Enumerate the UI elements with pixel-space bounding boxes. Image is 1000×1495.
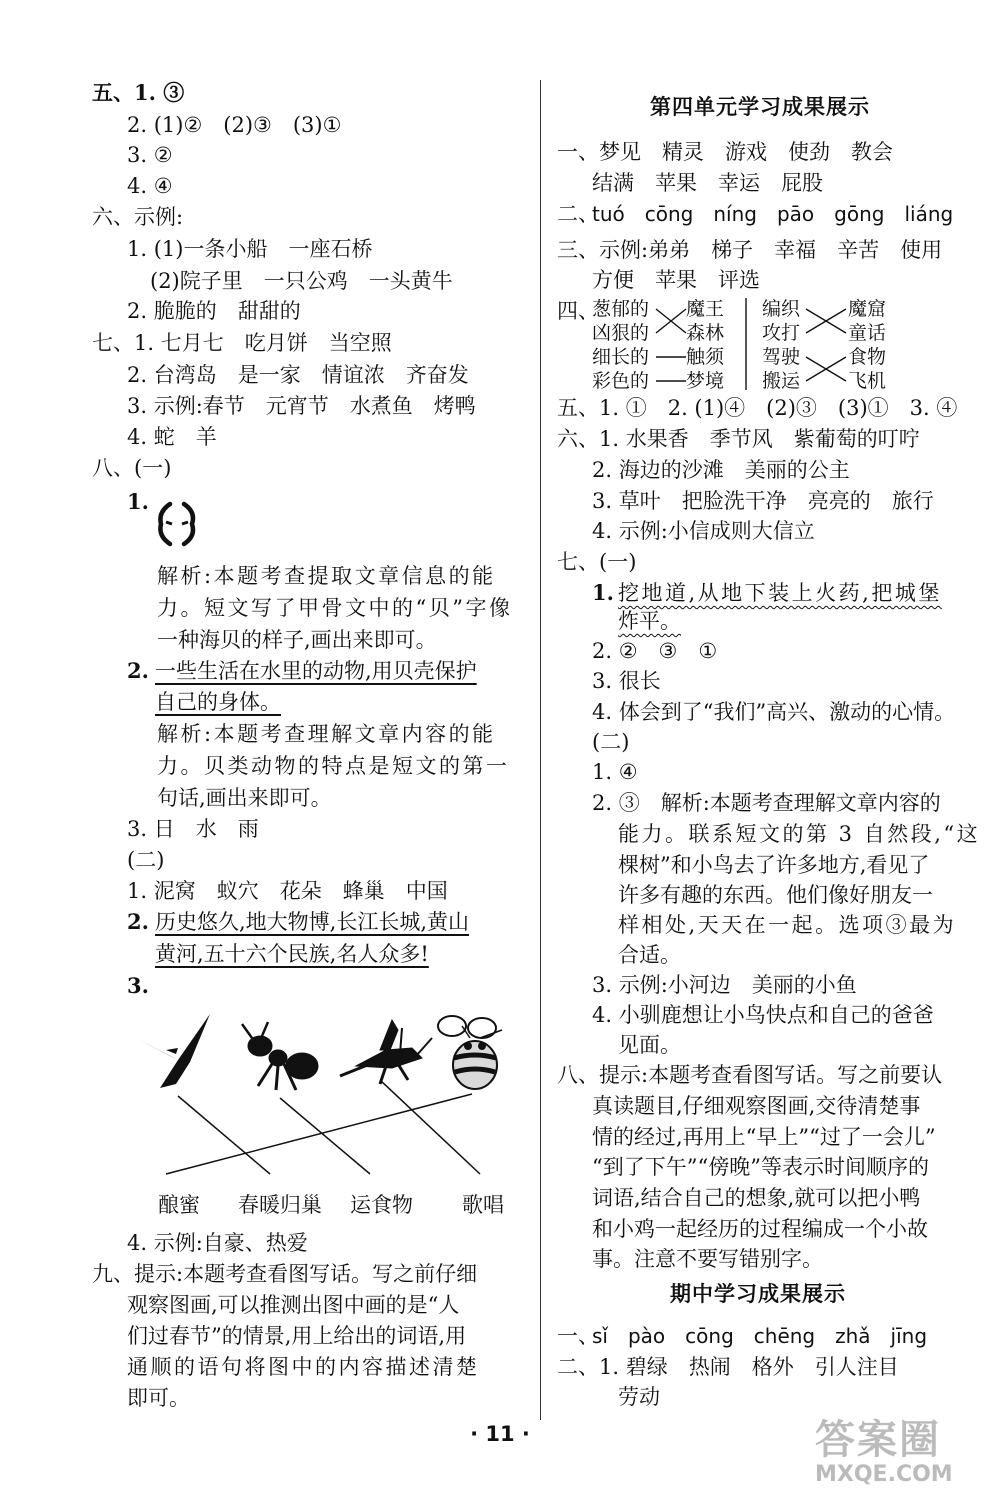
r2-pinyin: tuó cōng níng pāo gōng liáng [592, 202, 954, 226]
r7b-2-line1: 2. ③ 解析:本题考查理解文章内容的 [592, 791, 941, 815]
r4-right-b-3: 食物 [848, 346, 887, 368]
animal-label-4: 歌唱 [462, 1193, 504, 1217]
r7b-4-line1: 4. 小驯鹿想让小鸟快点和自己的爸爸 [592, 1003, 934, 1027]
s8-p3: 3. [127, 973, 149, 998]
s5-q2: 2. (1)② (2)③ (3)① [127, 113, 342, 137]
r7b-2-line4: 许多有趣的东西。他们像好朋友一 [618, 883, 933, 907]
r7-2: 2. ② ③ ① [592, 639, 718, 663]
s8-q1-analysis-1: 解析:本题考查提取文章信息的能 [157, 564, 496, 588]
r4-left-a-3: 细长的 [592, 346, 650, 368]
m2-line1: 二、1. 碧绿 热闹 格外 引人注目 [557, 1355, 899, 1379]
r8-line7: 事。注意不要写错别字。 [592, 1247, 823, 1271]
r3-line1: 三、示例:弟弟 梯子 幸福 辛苦 使用 [557, 238, 943, 262]
s8-q2-line2: 自己的身体。 [155, 690, 281, 714]
r7b-2-line5: 样相处,天天在一起。选项③最为 [618, 913, 957, 937]
r6-line2: 2. 海边的沙滩 美丽的公主 [592, 458, 850, 482]
ant-icon [242, 1022, 318, 1090]
s8-p2-number: 2. [127, 909, 149, 934]
r7-1-line2: 炸平。 [618, 609, 681, 633]
watermark-logo [815, 1418, 953, 1488]
r4-right-a-3: 驾驶 [762, 346, 801, 368]
s9-line2: 观察图画,可以推测出图中画的是“人 [127, 1293, 460, 1317]
animal-label-3: 运食物 [350, 1193, 413, 1217]
r6-line4: 4. 示例:小信成则大信立 [592, 519, 815, 543]
r4-right-a-4: 搬运 [762, 370, 801, 392]
column-divider [540, 80, 541, 1420]
animal-label-2: 春暖归巢 [238, 1193, 322, 1217]
r3-line2: 方便 苹果 评选 [592, 268, 760, 292]
r4-left-a-2: 凶狠的 [592, 322, 650, 344]
s8-q3: 3. 日 水 雨 [127, 817, 259, 841]
s7-q3: 3. 示例:春节 元宵节 水煮鱼 烤鸭 [127, 394, 476, 418]
match-line-1 [178, 1096, 270, 1174]
s7-q2: 2. 台湾岛 是一家 情谊浓 齐奋发 [127, 363, 469, 387]
r7-3: 3. 很长 [592, 669, 661, 693]
r4-left-b-1: 魔王 [686, 298, 725, 320]
r6-line3: 3. 草叶 把脸洗干净 亮亮的 旅行 [592, 489, 934, 513]
r7-1-line1: 挖地道,从地下装上火药,把城堡 [618, 581, 942, 605]
match-line-3 [380, 1080, 480, 1174]
r7-sub2: (二) [592, 730, 630, 754]
s8-sub2: (二) [127, 848, 165, 872]
unit4-title: 第四单元学习成果展示 [650, 94, 870, 119]
r4-matching-lines [650, 296, 900, 396]
s8-p1: 1. 泥窝 蚁穴 花朵 蜂巢 中国 [127, 879, 448, 903]
r1-line1: 一、梦见 精灵 游戏 使劲 教会 [557, 140, 893, 164]
r6-line1: 六、1. 水果香 季节风 紫葡萄的叮咛 [557, 427, 920, 451]
s6-q1b: (2)院子里 一只公鸡 一头黄牛 [150, 269, 453, 293]
r7-1-number: 1. [592, 580, 614, 605]
m2-line2: 劳动 [618, 1385, 660, 1409]
s8-q2-analysis-2: 力。贝类动物的特点是短文的第一 [157, 754, 510, 778]
s6-q2: 2. 脆脆的 甜甜的 [127, 299, 301, 323]
r7b-1: 1. ④ [592, 760, 638, 784]
r4-left-b-3: 触须 [686, 346, 725, 368]
s8-q2-line1: 一些生活在水里的动物,用贝壳保护 [155, 659, 477, 683]
r4-right-b-1: 魔窟 [848, 298, 887, 320]
s9-line1: 九、提示:本题考查看图写话。写之前仔细 [92, 1262, 478, 1286]
r7b-2-line6: 合适。 [618, 943, 681, 967]
match-line-4 [166, 1094, 472, 1174]
r7b-2-line3: 棵树”和小鸟去了许多地方,看见了 [618, 853, 930, 877]
s5-q3: 3. ② [127, 143, 173, 167]
s6-q1a: 1. (1)一条小船 一座石桥 [127, 237, 373, 261]
r7-4: 4. 体会到了“我们”高兴、激动的心情。 [592, 700, 956, 724]
midterm-title: 期中学习成果展示 [670, 1281, 846, 1306]
r8-line1: 八、提示:本题考查看图写话。写之前要认 [557, 1063, 943, 1087]
page-number: · 11 · [470, 1422, 530, 1446]
s8-head: 八、(一) [92, 456, 172, 480]
r7b-3: 3. 示例:小河边 美丽的小鱼 [592, 973, 857, 997]
watermark-url: MXQE.COM [815, 1462, 953, 1487]
s9-line5: 即可。 [127, 1386, 190, 1410]
s8-q1-analysis-3: 一种海贝的样子,画出来即可。 [157, 628, 437, 652]
s8-p2-line1: 历史悠久,地大物博,长江长城,黄山 [155, 910, 470, 934]
s8-q2-analysis-3: 句话,画出来即可。 [157, 786, 332, 810]
grasshopper-icon [340, 1020, 432, 1084]
r8-line3: 情的经过,再用上“早上”“过了一会儿” [592, 1125, 936, 1149]
r7b-2-line2: 能力。联系短文的第 3 自然段,“这 [618, 822, 981, 846]
s5-q4: 4. ④ [127, 174, 173, 198]
r4-left-b-4: 梦境 [686, 370, 725, 392]
animal-matching-picture [130, 1010, 530, 1190]
s8-q1: 1. [127, 489, 149, 514]
r4-label: 四、 [557, 299, 599, 323]
s8-p2-line2: 黄河,五十六个民族,名人众多! [155, 942, 429, 966]
r4-right-b-2: 童话 [848, 322, 887, 344]
r4-right-b-4: 飞机 [848, 370, 887, 392]
s5-q1: 五、1. ③ [92, 80, 185, 105]
s7-q4: 4. 蛇 羊 [127, 425, 217, 449]
s6-head: 六、示例: [92, 205, 184, 229]
r8-line5: 词语,结合自己的想象,就可以把小鸭 [592, 1186, 921, 1210]
m1-label: 一、 [557, 1324, 599, 1348]
watermark-text: 答案圈 [815, 1417, 941, 1463]
s9-line3: 们过春节”的情景,用上给出的词语,用 [127, 1324, 467, 1348]
r2-label: 二、 [557, 202, 599, 226]
s9-line4: 通顺的语句将图中的内容描述清楚 [127, 1355, 480, 1379]
s7-q1: 七、1. 七月七 吃月饼 当空照 [92, 331, 392, 355]
r1-line2: 结满 苹果 幸运 屁股 [592, 171, 823, 195]
m1-pinyin: sǐ pào cōng chēng zhǎ jīng [592, 1324, 928, 1348]
shell-glyph-drawing [154, 500, 204, 550]
r8-line2: 真读题目,仔细观察图画,交待清楚事 [592, 1094, 921, 1118]
bee-icon [438, 1016, 502, 1089]
r4-left-a-1: 葱郁的 [592, 298, 650, 320]
r4-right-a-1: 编织 [762, 298, 801, 320]
r5: 五、1. ① 2. (1)④ (2)③ (3)① 3. ④ [557, 396, 958, 420]
match-line-2 [280, 1098, 370, 1174]
s8-p4: 4. 示例:自豪、热爱 [127, 1231, 308, 1255]
r8-line4: “到了下午”“傍晚”等表示时间顺序的 [592, 1155, 929, 1179]
r7b-4-line2: 见面。 [618, 1033, 681, 1057]
swallow-icon [136, 1014, 210, 1088]
r7-head: 七、(一) [557, 550, 637, 574]
animal-label-1: 酿蜜 [158, 1193, 200, 1217]
s8-q1-analysis-2: 力。短文写了甲骨文中的“贝”字像 [157, 596, 513, 620]
s8-q2-analysis-1: 解析:本题考查理解文章内容的能 [157, 722, 496, 746]
r4-left-a-4: 彩色的 [592, 370, 650, 392]
r4-left-b-2: 森林 [686, 322, 725, 344]
r4-right-a-2: 攻打 [762, 322, 801, 344]
s8-q2-number: 2. [127, 658, 149, 683]
r8-line6: 和小鸡一起经历的过程编成一个小故 [592, 1217, 928, 1241]
